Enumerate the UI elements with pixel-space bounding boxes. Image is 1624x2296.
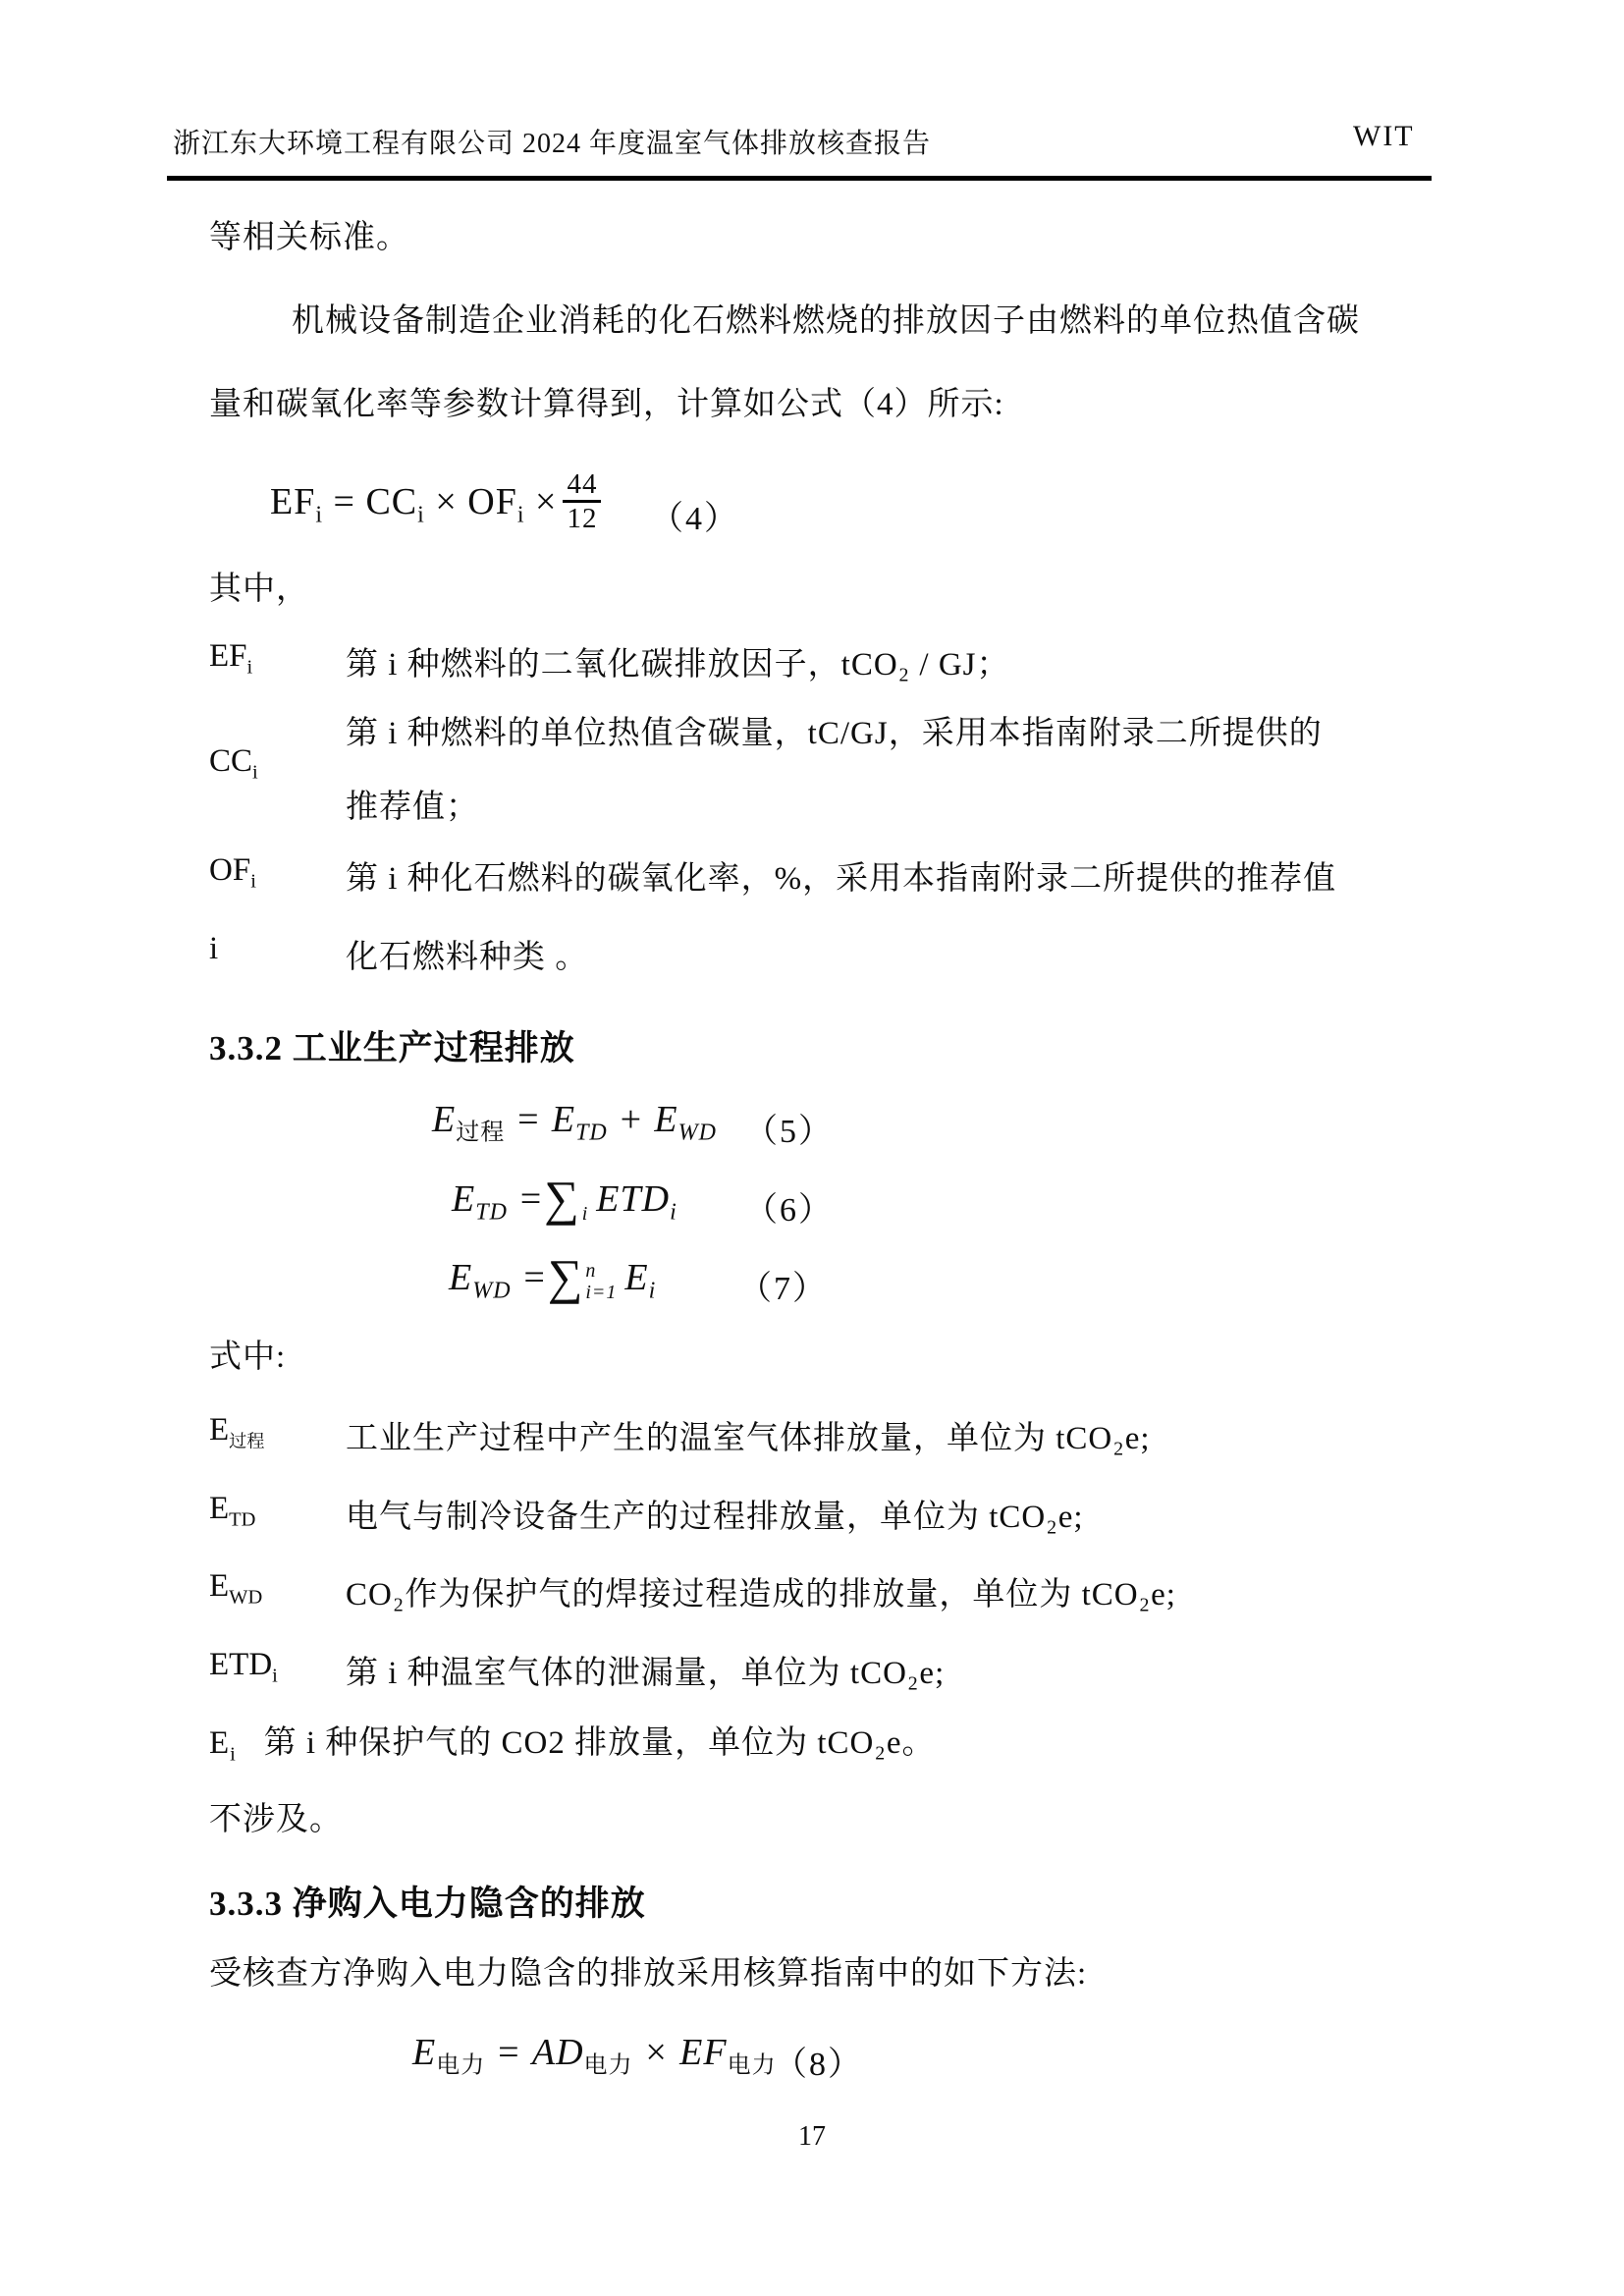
term-eprocess: $E_{过程}$ — [209, 1412, 265, 1451]
term-i: i — [209, 931, 219, 966]
term-ei: $E_i$ — [209, 1725, 237, 1766]
header-brand: WIT — [1353, 120, 1415, 152]
header-title: 浙江东大环境工程有限公司 2024 年度温室气体排放核查报告 — [173, 129, 932, 159]
definition-row-ofi: $OF_i$ 第 i 种化石燃料的碳氧化率，%，采用本指南附录二所提供的推荐值 — [209, 852, 1337, 897]
formula-4-number: （4） — [650, 501, 739, 537]
section-heading-332: 3.3.2 工业生产过程排放 — [209, 1029, 575, 1067]
formula-7: $E_{WD}$ = ∑ n i=1 $E_i$ — [449, 1249, 657, 1304]
term-ofi: $OF_i$ — [209, 852, 256, 893]
desc-cci-line1: 第 i 种燃料的单位热值含碳量，tC/GJ，采用本指南附录二所提供的 — [346, 716, 1323, 751]
definition-row-etd: $E_{TD}$ 电气与制冷设备生产的过程排放量，单位为 tCO₂e; — [209, 1491, 1084, 1535]
term-efi: $EF_i$ — [209, 638, 253, 679]
formula-6-number: （6） — [744, 1192, 834, 1229]
term-ewd: $E_{WD}$ — [209, 1568, 263, 1609]
paragraph-fuel-factor-line1: 机械设备制造企业消耗的化石燃料燃烧的排放因子由燃料的单位热值含碳 — [292, 303, 1360, 339]
term-cci: $CC_i$ — [209, 743, 258, 784]
section-heading-333: 3.3.3 净购入电力隐含的排放 — [209, 1885, 646, 1923]
definition-row-i: i 化石燃料种类 。 — [209, 931, 589, 975]
definition-row-efi: $EF_i$ 第 i 种燃料的二氧化碳排放因子，tCO₂ / GJ； — [209, 638, 1010, 683]
term-etd: $E_{TD}$ — [209, 1491, 256, 1531]
desc-cci-line2: 推荐值； — [346, 790, 479, 825]
paragraph-electricity-method: 受核查方净购入电力隐含的排放采用核算指南中的如下方法: — [209, 1956, 1088, 1992]
term-etdi: $ETD_i$ — [209, 1647, 278, 1687]
shizhong-label: 式中: — [209, 1339, 287, 1375]
qizhong-label: 其中， — [209, 572, 309, 607]
formula-4: $EF_i = CC_i \times OF_i$ × $\frac{44}{12}$ — [270, 469, 601, 534]
formula-8: $E_{电力} = AD_{电力} \times EF_{电力}$ — [412, 2032, 777, 2079]
formula-6: $E_{TD}$ = ∑ i $ETD_i$ — [452, 1171, 677, 1226]
formula-5: $E_{过程} = E_{TD} + E_{WD}$ — [432, 1099, 717, 1146]
definition-row-eprocess: $E_{过程}$ 工业生产过程中产生的温室气体排放量，单位为 tCO₂e; — [209, 1412, 1151, 1456]
paragraph-continuation: 等相关标准。 — [209, 220, 409, 255]
paragraph-fuel-factor-line2: 量和碳氧化率等参数计算得到，计算如公式（4）所示: — [209, 387, 1004, 422]
definition-row-ei: $E_i$ 第 i 种保护气的 CO2 排放量，单位为 tCO₂e。 — [209, 1725, 936, 1766]
sigma-icon: ∑ — [544, 1171, 580, 1226]
formula-5-number: （5） — [744, 1114, 834, 1150]
not-applicable-note: 不涉及。 — [209, 1802, 343, 1837]
formula-8-number: （8） — [774, 2047, 863, 2083]
fraction-44-12: $\frac{44}{12}$ — [563, 469, 601, 534]
sigma-icon: ∑ — [547, 1249, 584, 1304]
definition-row-ewd: $E_{WD}$ CO₂作为保护气的焊接过程造成的排放量，单位为 tCO₂e; — [209, 1568, 1176, 1613]
header-rule — [167, 176, 1432, 181]
page-number: 17 — [798, 2121, 826, 2152]
formula-7-number: （7） — [738, 1271, 828, 1307]
definition-row-etdi: $ETD_i$ 第 i 种温室气体的泄漏量，单位为 tCO₂e; — [209, 1647, 946, 1691]
